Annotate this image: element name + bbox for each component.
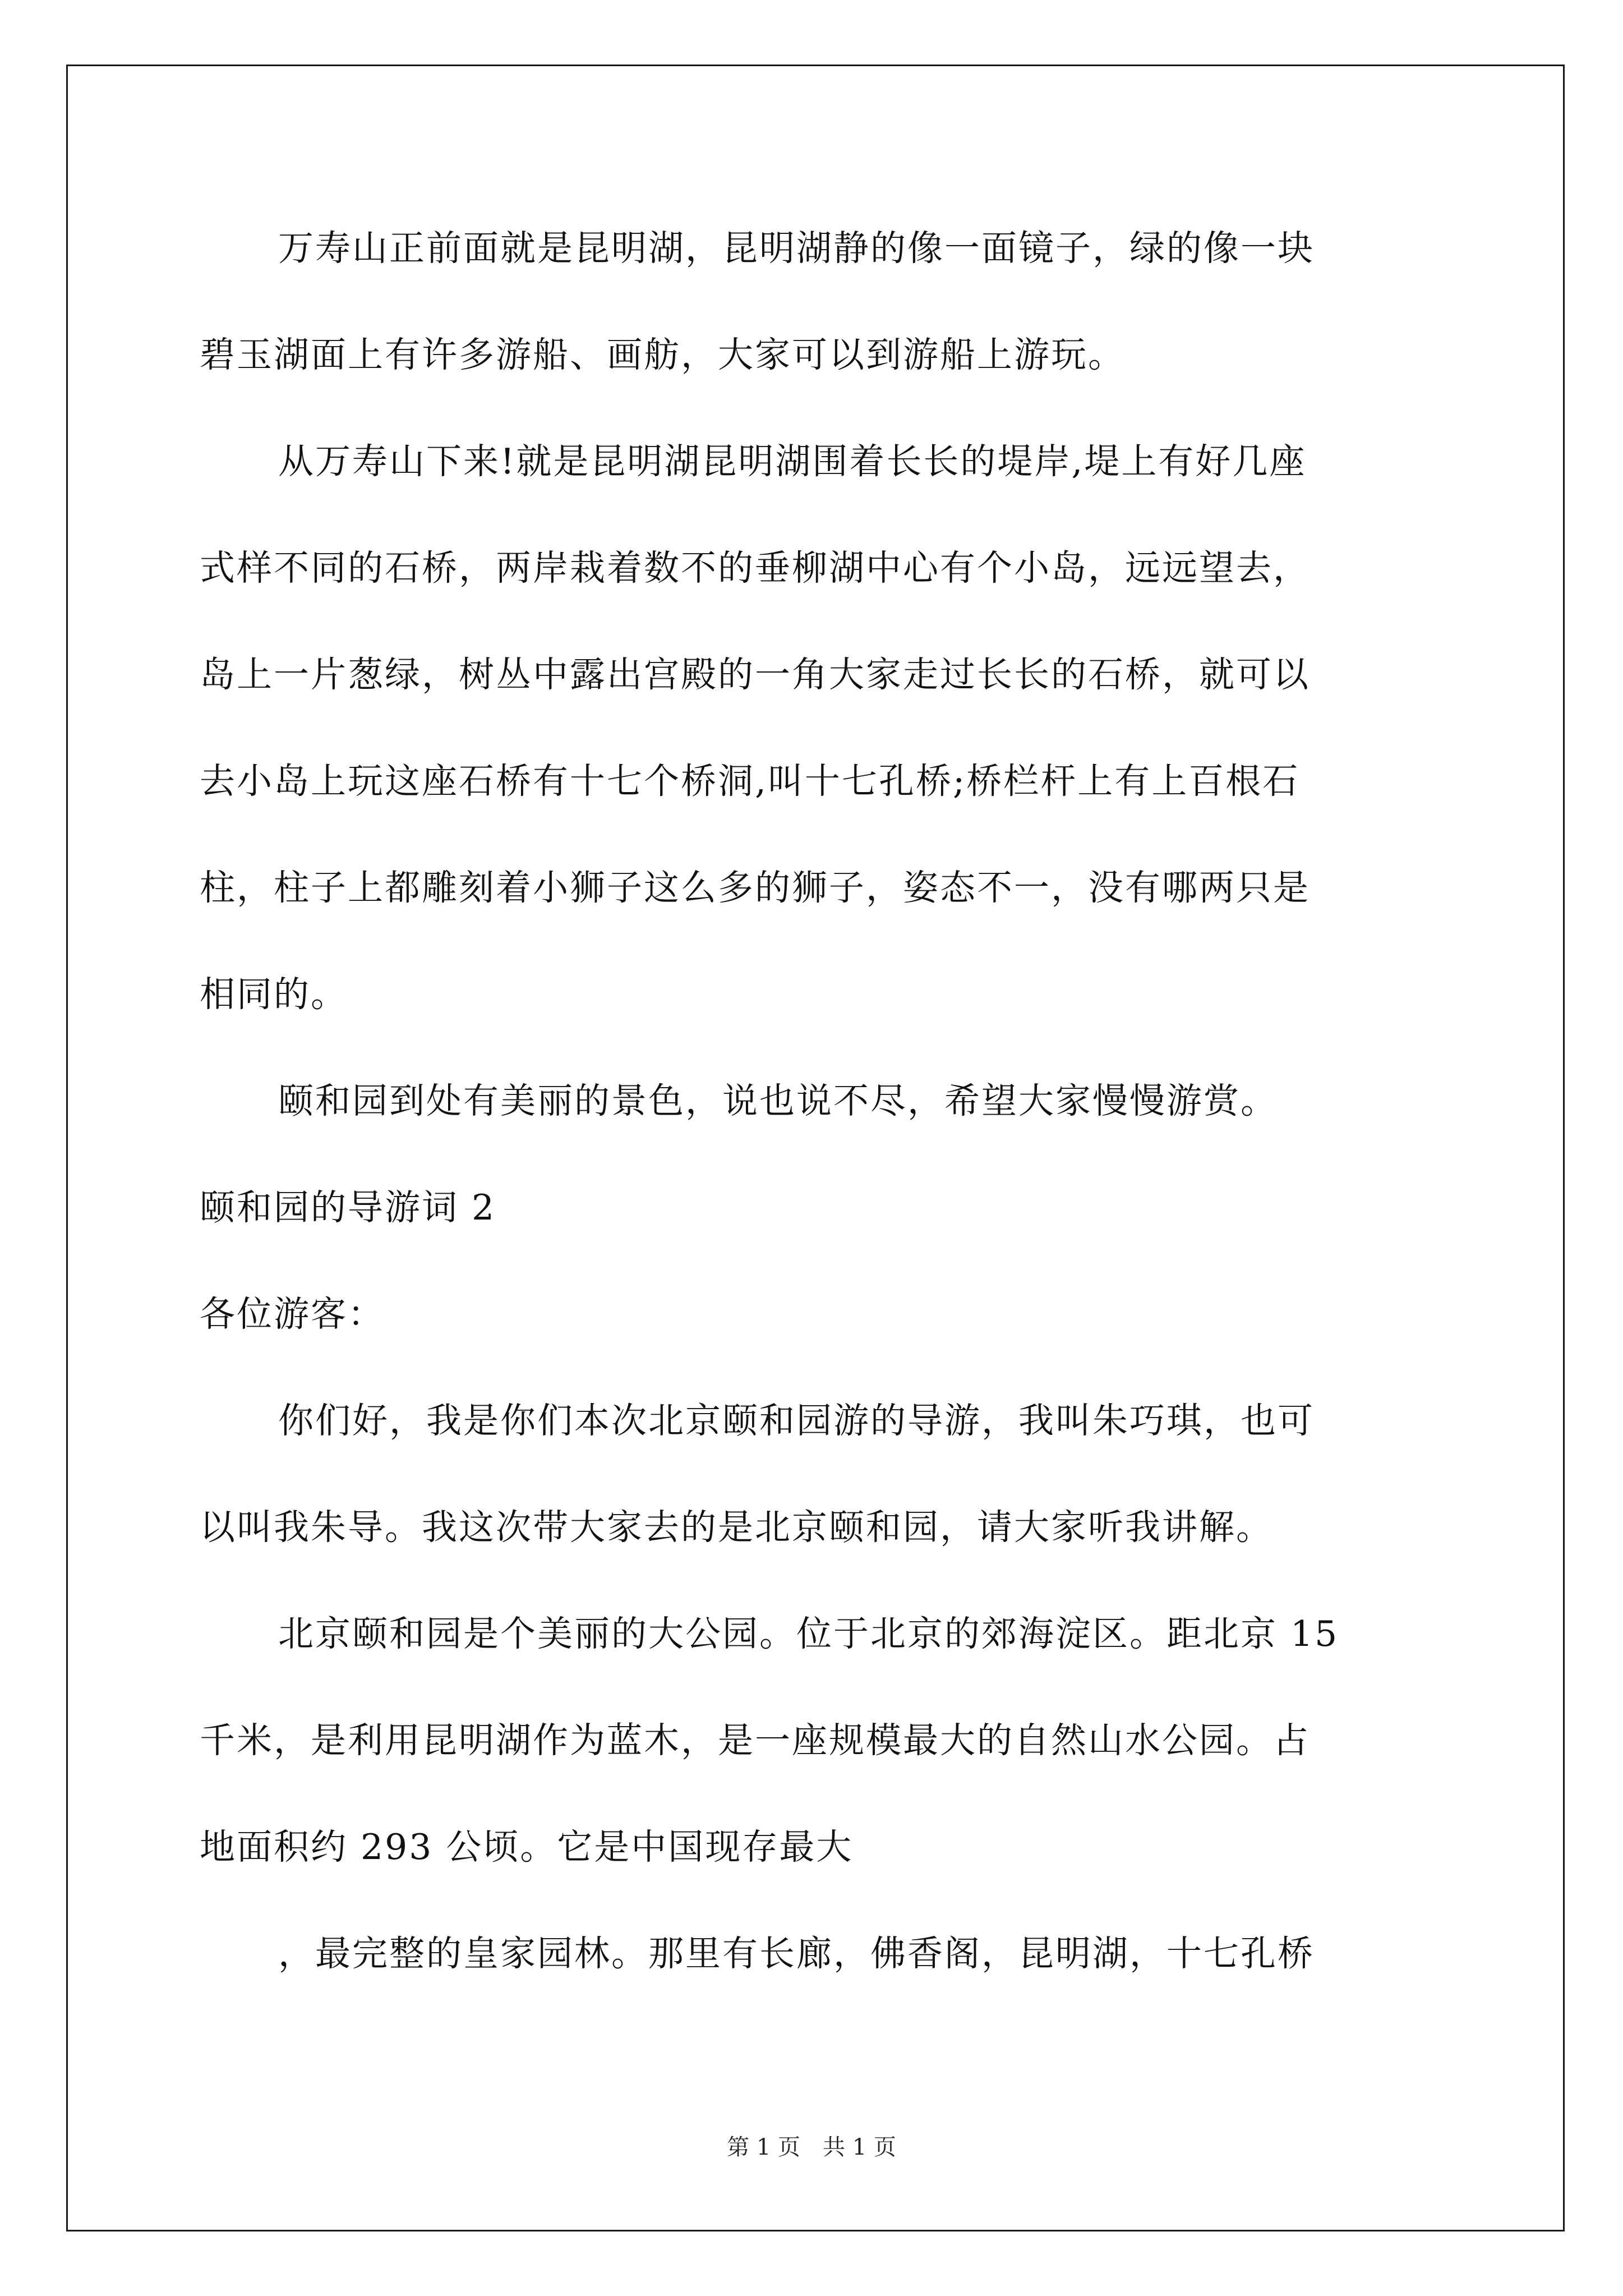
paragraph-line: 地面积约 293 公顷。它是中国现存最大 [200,1826,854,1867]
paragraph-line: 从万寿山下来!就是昆明湖昆明湖围着长长的堤岸,堤上有好几座 [278,441,1307,482]
paragraph-line: 碧玉湖面上有许多游船、画舫，大家可以到游船上游玩。 [200,334,1125,375]
paragraph-line: 去小岛上玩这座石桥有十七个桥洞,叫十七孔桥;桥栏杆上有上百根石 [200,761,1300,802]
paragraph-line: 你们好，我是你们本次北京颐和园游的导游，我叫朱巧琪，也可 [278,1400,1315,1441]
section-heading: 颐和园的导游词 2 [200,1187,496,1228]
paragraph-line: 北京颐和园是个美丽的大公园。位于北京的郊海淀区。距北京 15 [278,1613,1339,1654]
paragraph-line: ，最完整的皇家园林。那里有长廊，佛香阁，昆明湖，十七孔桥 [278,1933,1315,1974]
salutation: 各位游客： [200,1294,385,1335]
paragraph-line: 岛上一片葱绿，树丛中露出宫殿的一角大家走过长长的石桥，就可以 [200,654,1310,695]
paragraph-line: 千米，是利用昆明湖作为蓝木，是一座规模最大的自然山水公园。占 [200,1720,1310,1761]
paragraph-line: 颐和园到处有美丽的景色，说也说不尽，希望大家慢慢游赏。 [278,1080,1278,1121]
paragraph-line: 以叫我朱导。我这次带大家去的是北京颐和园，请大家听我讲解。 [200,1507,1273,1548]
page-number: 第 1 页 [727,2134,800,2160]
paragraph-line: 万寿山正前面就是昆明湖，昆明湖静的像一面镜子，绿的像一块 [278,228,1315,269]
paragraph-line: 式样不同的石桥，两岸栽着数不的垂柳湖中心有个小岛，远远望去， [200,547,1310,588]
page-border [66,65,1565,2231]
page-total: 共 1 页 [823,2134,896,2160]
page-footer [0,2131,1623,2164]
paragraph-line: 相同的。 [200,974,348,1015]
paragraph-line: 柱，柱子上都雕刻着小狮子这么多的狮子，姿态不一，没有哪两只是 [200,867,1310,908]
